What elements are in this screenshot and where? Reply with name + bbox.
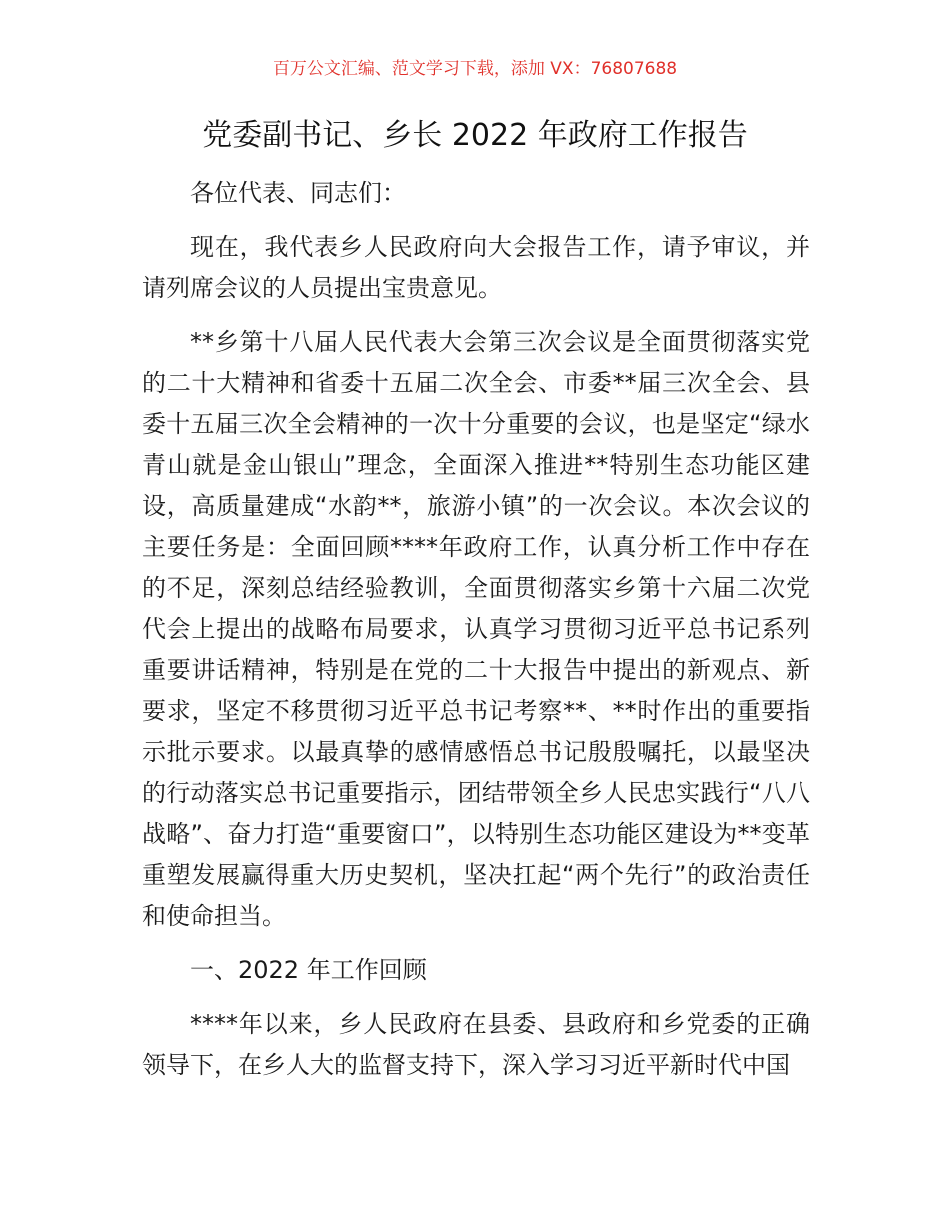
document-body: [142, 173, 810, 1086]
document-title: 党委副书记、乡长 2022 年政府工作报告: [202, 118, 748, 153]
salutation: 各位代表、同志们：: [190, 179, 406, 207]
paragraph-review: ****年以来，乡人民政府在县委、县政府和乡党委的正确领导下，在乡人大的监督支持下，深入学习习近平新时代中国: [142, 1010, 810, 1079]
paragraph-meeting: **乡第十八届人民代表大会第三次会议是全面贯彻落实党的二十大精神和省委十五届二次全会、市委**届三次全会、县委十五届三次全会精神的一次十分重要的会议，也是坚定“绿水青山就是金山银山”理念，全面深入推进**特别生态功能区建设，高质量建成“水韵**，旅游小镇”的一次会议。本次会议的主要任务是：全面回顾****年政府工作，认真分析工作中存在的不足，深刻总结经验教训，全面贯彻落实乡第十六届二次党代会上提出的战略布局要求，认真学习贯彻习近平总书记系列重要讲话精神，特别是在党的二十大报告中提出的新观点、新要求，坚定不移贯彻习近平总书记考察**、**时作出的重要指示批示要求。以最真挚的感情感悟总书记殷殷嘱托，以最坚决的行动落实总书记重要指示，团结带领全乡人民忠实践行“八八战略”、奋力打造“重要窗口”，以特别生态功能区建设为**变革重塑发展赢得重大历史契机，坚决扛起“两个先行”的政治责任和使命担当。: [142, 328, 810, 930]
section-heading: 一、2022 年工作回顾: [190, 956, 427, 984]
header-note: 百万公文汇编、范文学习下载，添加 VX：76807688: [272, 59, 678, 79]
paragraph-intro: 现在，我代表乡人民政府向大会报告工作，请予审议，并请列席会议的人员提出宝贵意见。: [142, 233, 810, 302]
